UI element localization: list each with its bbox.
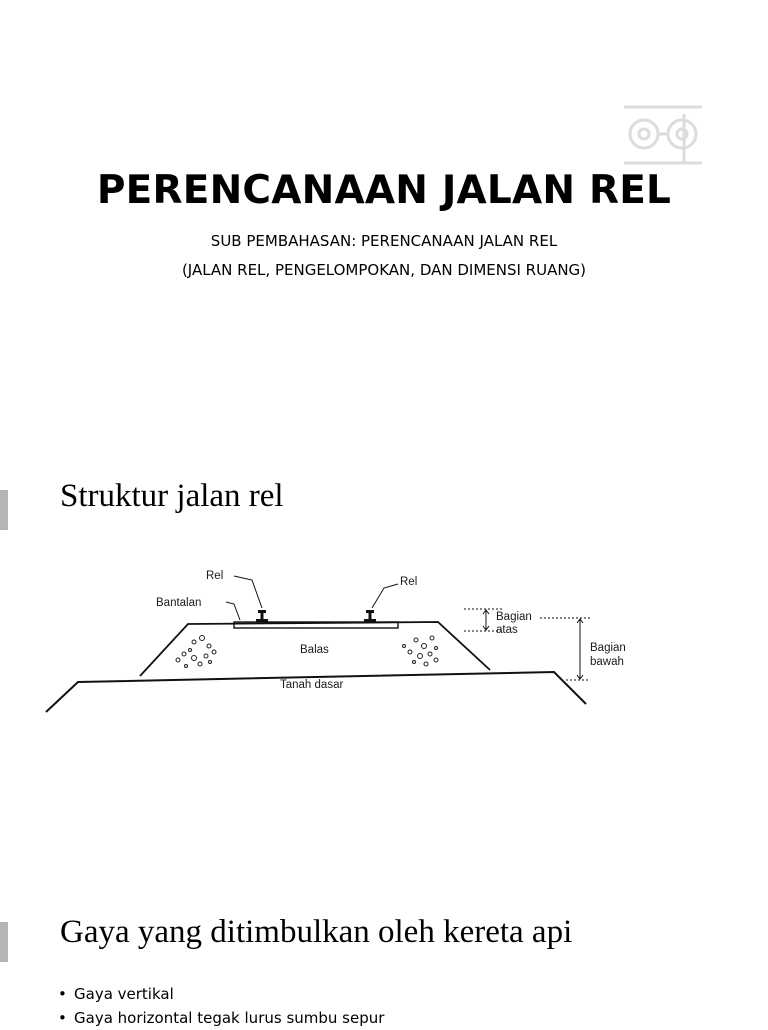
subtitle-line-1: SUB PEMBAHASAN: PERENCANAAN JALAN REL bbox=[210, 232, 558, 250]
leader-bantalan bbox=[226, 602, 240, 620]
rail-left-shape bbox=[256, 610, 268, 622]
bullet-text: Gaya vertikal bbox=[74, 985, 174, 1003]
university-logo-icon bbox=[622, 104, 704, 166]
rail-structure-diagram bbox=[44, 562, 644, 722]
title-slide bbox=[0, 0, 768, 440]
subtitle-line-2: (JALAN REL, PENGELOMPOKAN, DAN DIMENSI RUANG) bbox=[181, 261, 587, 279]
bullet-icon: • bbox=[58, 1009, 67, 1027]
ballast-stones-left bbox=[176, 636, 216, 668]
bullet-text: Gaya horizontal tegak lurus sumbu sepur bbox=[74, 1009, 385, 1027]
label-bagian-bawah-1: Bagian bbox=[590, 642, 626, 654]
presentation-title: PERENCANAAN JALAN REL bbox=[96, 168, 672, 213]
leader-rel-right bbox=[372, 584, 398, 608]
label-rel-right: Rel bbox=[400, 576, 418, 588]
label-bagian-bawah-2: bawah bbox=[590, 656, 624, 668]
rail-right-shape bbox=[364, 610, 376, 622]
section-heading-gaya: Gaya yang ditimbulkan oleh kereta api bbox=[60, 914, 573, 950]
subgrade-line bbox=[46, 672, 586, 712]
slide-side-marker bbox=[0, 490, 8, 530]
section-heading-struktur: Struktur jalan rel bbox=[60, 478, 284, 514]
label-balas: Balas bbox=[300, 644, 329, 656]
struktur-slide bbox=[0, 452, 768, 882]
label-bantalan: Bantalan bbox=[156, 597, 202, 609]
leader-rel-left bbox=[234, 576, 262, 608]
bullet-item bbox=[58, 982, 384, 1006]
bullet-item bbox=[58, 1006, 384, 1030]
label-bagian-atas-2: atas bbox=[496, 624, 518, 636]
slide-side-marker bbox=[0, 922, 8, 962]
gaya-slide bbox=[0, 894, 768, 1027]
ballast-stones-right bbox=[403, 636, 439, 666]
bullet-icon: • bbox=[58, 985, 67, 1003]
label-rel-left: Rel bbox=[206, 570, 224, 582]
forces-bullet-list bbox=[58, 982, 384, 1030]
label-bagian-atas-1: Bagian bbox=[496, 611, 532, 623]
label-tanah-dasar: Tanah dasar bbox=[280, 679, 344, 691]
